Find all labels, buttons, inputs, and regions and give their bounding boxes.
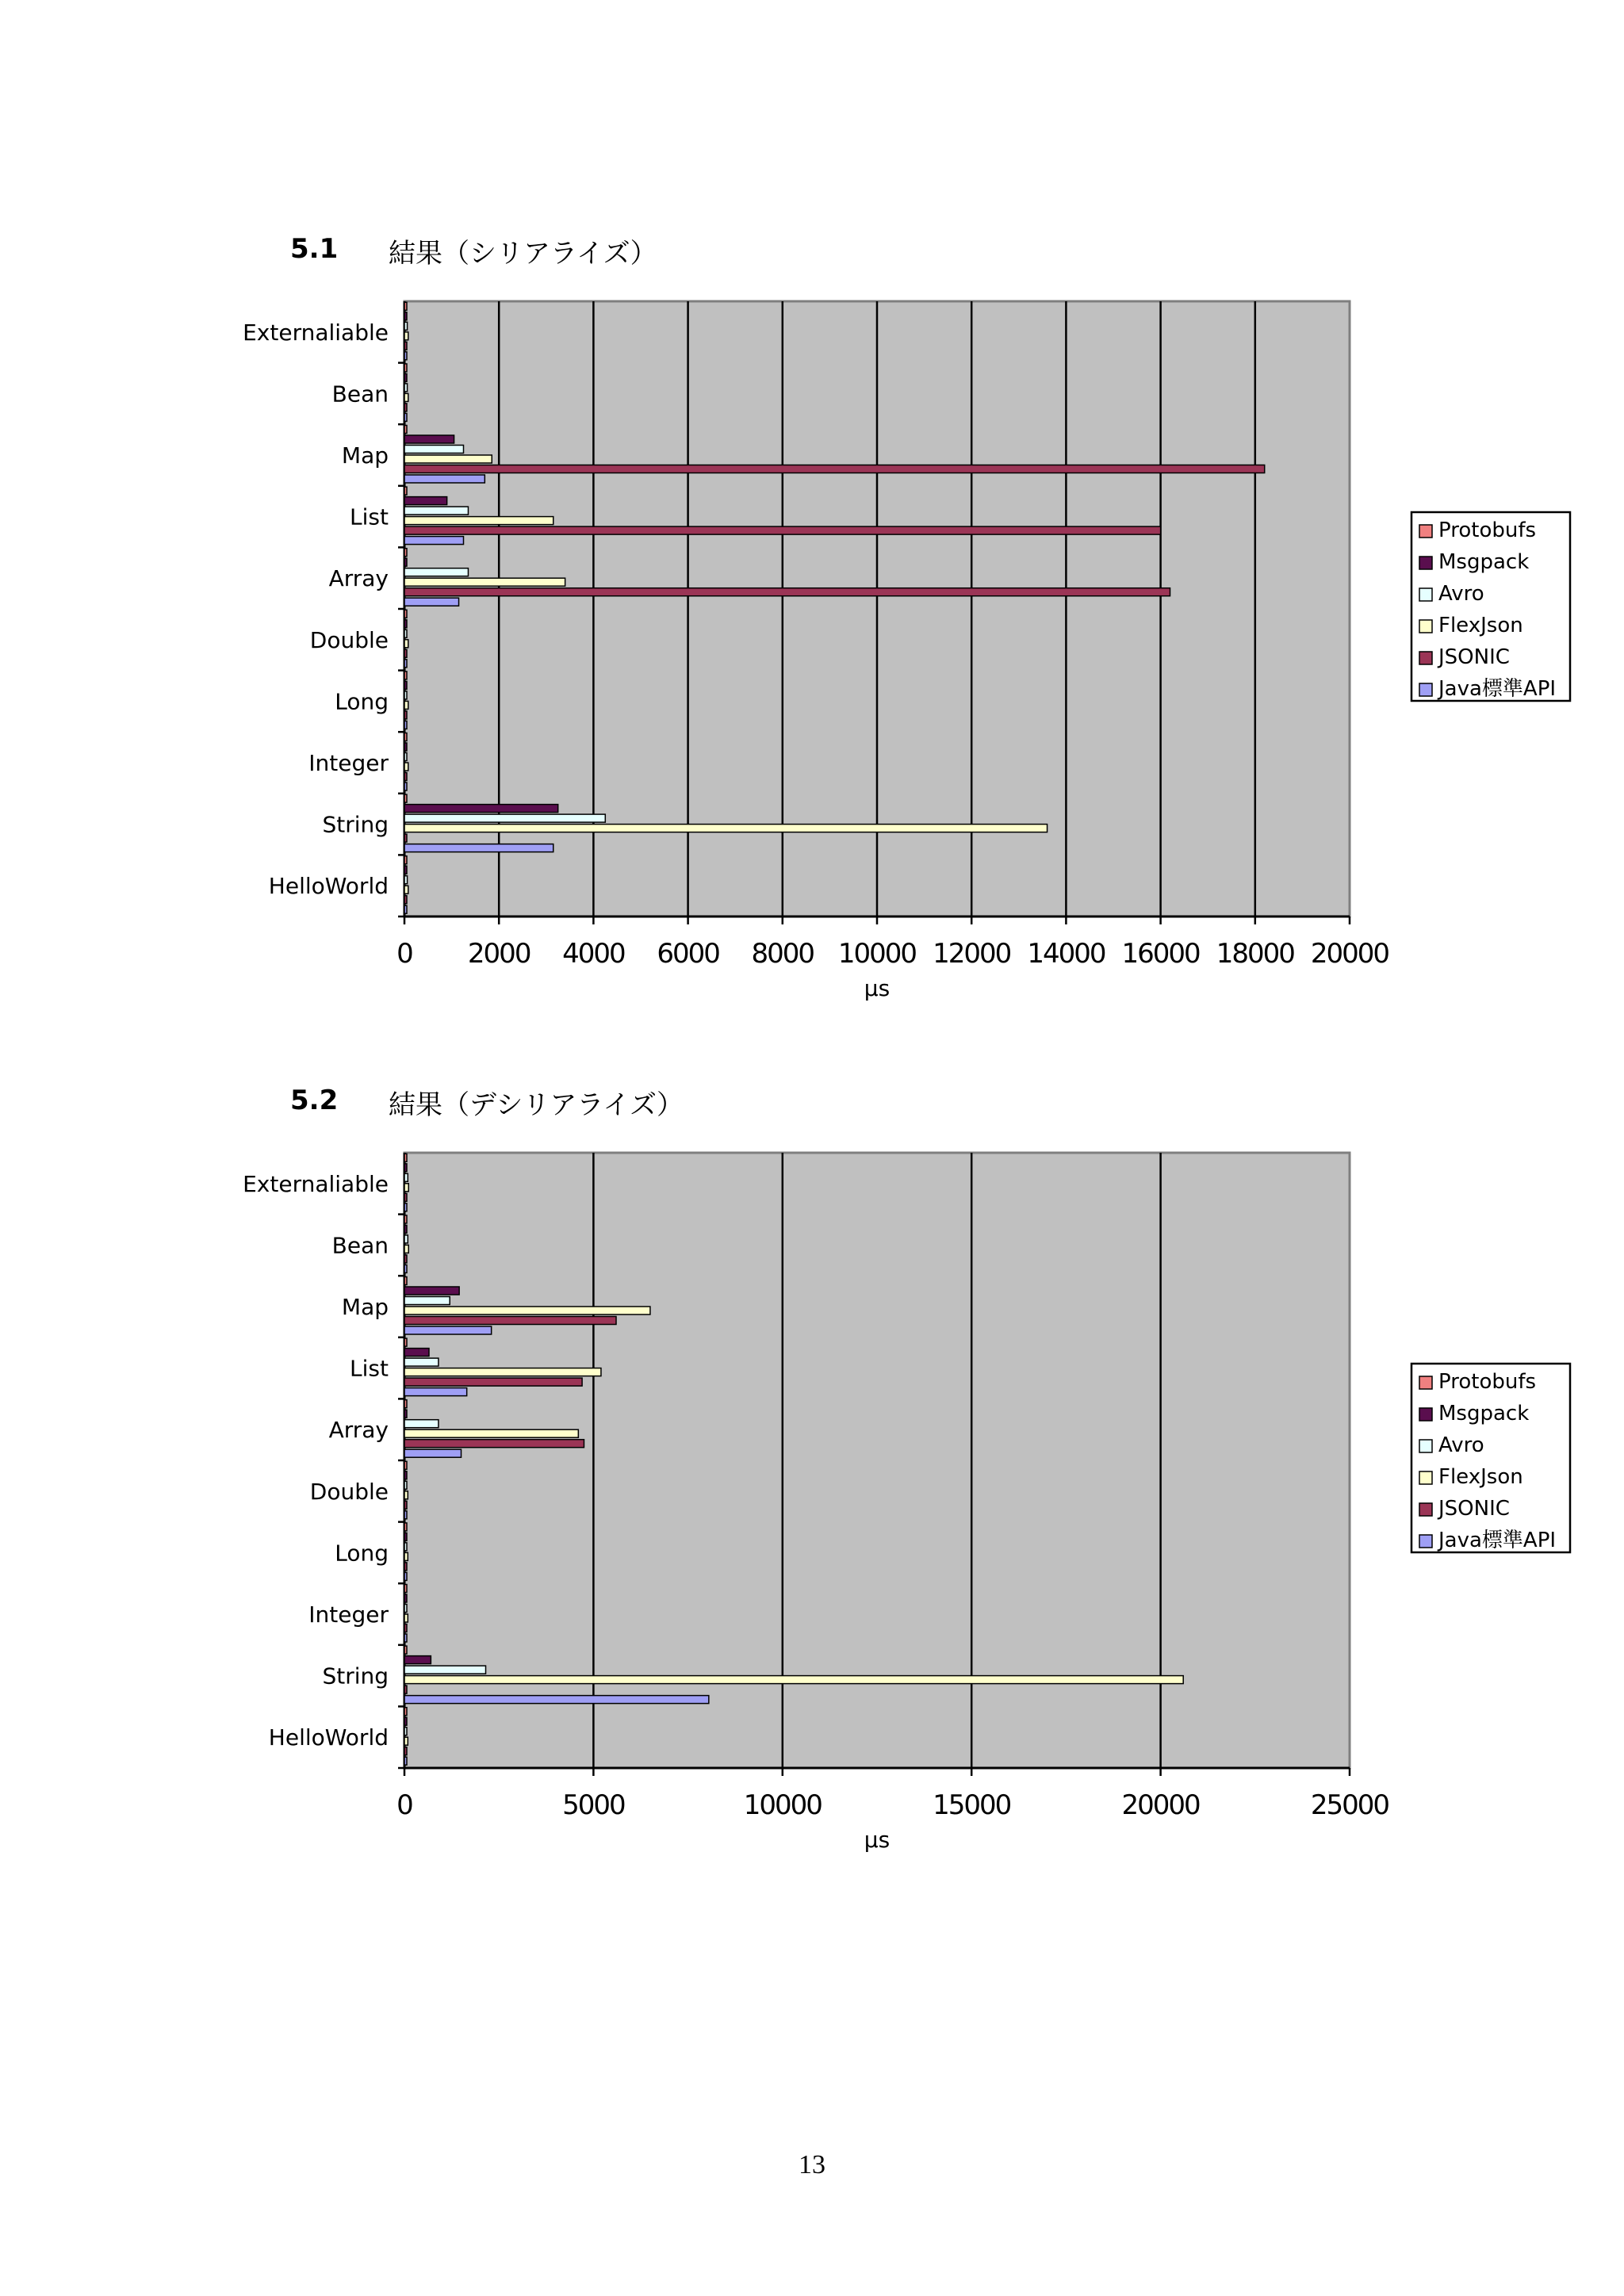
category-label-helloworld: HelloWorld [268,1724,389,1751]
bar-java-api-string [404,1696,709,1704]
bar-msgpack-array [404,1410,407,1418]
category-label-list: List [350,1355,389,1382]
bar-jsonic-helloworld [404,1747,407,1755]
bar-avro-integer [404,753,407,761]
legend-label-jsonic: JSONIC [1438,1497,1510,1521]
bar-flexjson-integer [404,1614,408,1622]
bar-avro-map [404,446,464,453]
x-tick-label: 2000 [467,938,530,970]
bar-flexjson-externaliable [404,332,408,340]
bar-java-api-string [404,844,553,852]
bar-java-api-array [404,598,459,606]
bar-flexjson-externaliable [404,1184,408,1192]
legend-label-msgpack: Msgpack [1438,1402,1530,1425]
bar-flexjson-double [404,640,408,648]
category-label-integer: Integer [308,1601,389,1628]
bar-avro-array [404,1420,439,1428]
bar-msgpack-externaliable [404,312,407,320]
section-number-deserialize: 5.2 [290,1085,339,1116]
legend-swatch-jsonic [1419,1503,1432,1516]
category-label-string: String [322,1663,389,1689]
legend-swatch-protobufs [1419,525,1432,538]
x-tick-label: 14000 [1027,938,1105,970]
category-label-externaliable: Externaliable [243,1170,389,1197]
bar-java-api-map [404,475,485,483]
bar-msgpack-long [404,681,407,689]
legend-swatch-avro [1419,1440,1432,1452]
bar-avro-list [404,507,468,515]
bar-avro-string [404,1666,486,1674]
legend-label-avro: Avro [1438,582,1484,606]
bar-avro-list [404,1358,439,1366]
legend-swatch-jsonic [1419,652,1432,664]
x-tick-label: 4000 [562,938,625,970]
bar-msgpack-map [404,435,454,443]
category-label-map: Map [341,1294,389,1320]
bar-jsonic-string [404,1686,407,1693]
section-title-serialize: 結果（シリアライズ） [389,238,657,270]
bar-msgpack-array [404,558,407,566]
section-title-deserialize: 結果（デシリアライズ） [389,1089,684,1121]
bar-protobufs-array [404,549,407,557]
bar-java-api-integer [404,1634,407,1642]
bar-jsonic-long [404,711,407,719]
x-tick-label: 18000 [1216,938,1294,970]
x-tick-label: 5000 [562,1789,625,1821]
bar-java-api-externaliable [404,352,407,360]
bar-flexjson-array [404,1429,578,1437]
bar-msgpack-helloworld [404,866,407,874]
x-tick-label: 25000 [1310,1789,1389,1821]
bar-msgpack-double [404,1471,407,1479]
category-label-long: Long [335,1540,389,1567]
bar-jsonic-integer [404,773,407,781]
legend-label-jsonic: JSONIC [1438,645,1510,669]
bar-flexjson-bean [404,393,408,401]
bar-jsonic-map [404,1317,616,1325]
section-number-serialize: 5.1 [290,233,339,265]
category-label-list: List [350,503,389,530]
bar-jsonic-externaliable [404,342,407,350]
x-tick-label: 10000 [837,938,917,970]
bar-protobufs-long [404,1523,407,1531]
bar-protobufs-externaliable [404,1154,407,1161]
bar-avro-bean [404,1235,408,1243]
x-tick-label: 0 [396,938,412,970]
legend-swatch-java-api [1419,683,1432,696]
bar-jsonic-helloworld [404,896,407,904]
bar-avro-externaliable [404,322,408,330]
category-label-long: Long [335,688,389,715]
bar-flexjson-helloworld [404,886,408,894]
legend-label-java-api: Java標準API [1438,677,1557,701]
bar-protobufs-integer [404,733,407,741]
bar-protobufs-bean [404,1215,407,1223]
bar-jsonic-bean [404,404,407,411]
bar-avro-double [404,629,407,637]
bar-java-api-array [404,1449,462,1457]
legend-swatch-avro [1419,588,1432,601]
bar-jsonic-double [404,1501,407,1509]
category-label-map: Map [341,442,389,469]
bar-msgpack-integer [404,743,407,751]
bar-flexjson-double [404,1491,408,1499]
x-tick-label: 10000 [743,1789,822,1821]
bar-protobufs-map [404,1277,407,1285]
bar-java-api-integer [404,783,407,790]
x-tick-label: 8000 [751,938,814,970]
bar-protobufs-list [404,1338,407,1346]
bar-flexjson-array [404,578,565,586]
x-tick-label: 20000 [1121,1789,1200,1821]
bar-flexjson-long [404,1552,408,1560]
bar-protobufs-long [404,672,407,679]
bar-protobufs-helloworld [404,856,407,864]
bar-jsonic-list [404,526,1161,534]
x-tick-label: 6000 [657,938,719,970]
legend-label-flexjson: FlexJson [1438,614,1523,637]
category-label-array: Array [328,565,389,592]
category-label-helloworld: HelloWorld [268,873,389,900]
bar-avro-helloworld [404,876,408,884]
x-tick-label: 16000 [1121,938,1200,970]
bar-msgpack-bean [404,373,407,381]
bar-avro-long [404,1543,407,1551]
bar-msgpack-list [404,1349,429,1357]
category-label-integer: Integer [308,750,389,776]
bar-java-api-helloworld [404,1757,407,1765]
bar-java-api-bean [404,1265,407,1272]
bar-java-api-list [404,1388,467,1396]
legend-swatch-flexjson [1419,620,1432,633]
x-tick-label: 12000 [933,938,1011,970]
legend-swatch-msgpack [1419,1408,1432,1421]
bar-jsonic-array [404,588,1170,596]
bar-flexjson-string [404,1676,1183,1684]
bar-jsonic-array [404,1440,584,1448]
serialize-bar-chart [0,270,1624,1062]
legend-label-protobufs: Protobufs [1438,519,1537,542]
legend-label-avro: Avro [1438,1433,1484,1457]
bar-jsonic-bean [404,1255,407,1263]
bar-avro-string [404,814,605,822]
bar-java-api-bean [404,413,407,421]
bar-flexjson-helloworld [404,1737,408,1745]
x-tick-label: 0 [396,1789,412,1821]
x-tick-label: 20000 [1310,938,1389,970]
bar-protobufs-array [404,1400,407,1408]
category-label-bean: Bean [331,381,389,408]
legend-label-java-api: Java標準API [1438,1529,1557,1552]
legend-swatch-flexjson [1419,1471,1432,1484]
bar-avro-map [404,1297,450,1305]
bar-java-api-double [404,660,407,668]
x-axis-title: μs [864,975,891,1001]
category-label-double: Double [309,1478,389,1505]
bar-msgpack-map [404,1287,459,1295]
bar-msgpack-string [404,805,558,813]
bar-avro-integer [404,1605,407,1613]
bar-java-api-list [404,537,464,545]
bar-avro-long [404,691,407,699]
bar-protobufs-double [404,610,407,618]
bar-protobufs-string [404,1646,407,1654]
page-number: 13 [799,2150,825,2179]
bar-msgpack-long [404,1533,407,1540]
bar-flexjson-bean [404,1245,408,1253]
bar-flexjson-long [404,701,408,709]
category-label-array: Array [328,1417,389,1444]
bar-jsonic-long [404,1563,407,1571]
bar-avro-helloworld [404,1728,407,1735]
legend-label-flexjson: FlexJson [1438,1465,1523,1489]
bar-flexjson-string [404,825,1048,832]
legend-label-protobufs: Protobufs [1438,1370,1537,1394]
bar-protobufs-integer [404,1585,407,1593]
bar-msgpack-string [404,1656,431,1664]
bar-java-api-externaliable [404,1203,407,1211]
legend-label-msgpack: Msgpack [1438,550,1530,574]
bar-java-api-double [404,1511,407,1519]
bar-avro-double [404,1481,407,1489]
bar-protobufs-helloworld [404,1708,407,1716]
bar-java-api-map [404,1326,492,1334]
bar-java-api-long [404,1572,407,1580]
bar-msgpack-helloworld [404,1717,407,1725]
bar-jsonic-map [404,465,1265,473]
bar-msgpack-bean [404,1225,407,1233]
bar-java-api-helloworld [404,905,407,913]
bar-msgpack-list [404,497,447,505]
bar-jsonic-integer [404,1624,407,1632]
bar-protobufs-string [404,794,407,802]
bar-protobufs-bean [404,364,407,372]
bar-protobufs-list [404,487,407,495]
bar-flexjson-list [404,517,553,525]
bar-flexjson-integer [404,763,408,771]
x-tick-label: 15000 [933,1789,1011,1821]
bar-jsonic-externaliable [404,1193,407,1201]
category-label-double: Double [309,626,389,653]
bar-jsonic-string [404,834,407,842]
category-label-string: String [322,811,389,838]
bar-flexjson-map [404,455,492,463]
category-label-externaliable: Externaliable [243,319,389,346]
category-label-bean: Bean [331,1232,389,1259]
bar-avro-bean [404,384,408,392]
bar-java-api-long [404,721,407,729]
bar-flexjson-list [404,1368,601,1376]
bar-jsonic-list [404,1378,582,1386]
bar-protobufs-map [404,426,407,434]
bar-jsonic-double [404,649,407,657]
bar-msgpack-double [404,620,407,628]
legend-swatch-protobufs [1419,1376,1432,1389]
bar-flexjson-map [404,1307,650,1314]
bar-avro-externaliable [404,1173,408,1181]
x-axis-title: μs [864,1827,891,1853]
bar-avro-array [404,568,468,576]
bar-msgpack-integer [404,1594,407,1602]
deserialize-bar-chart [0,1121,1624,1914]
bar-msgpack-externaliable [404,1164,407,1172]
bar-protobufs-double [404,1461,407,1469]
legend-swatch-java-api [1419,1535,1432,1548]
bar-protobufs-externaliable [404,302,407,310]
legend-swatch-msgpack [1419,557,1432,569]
